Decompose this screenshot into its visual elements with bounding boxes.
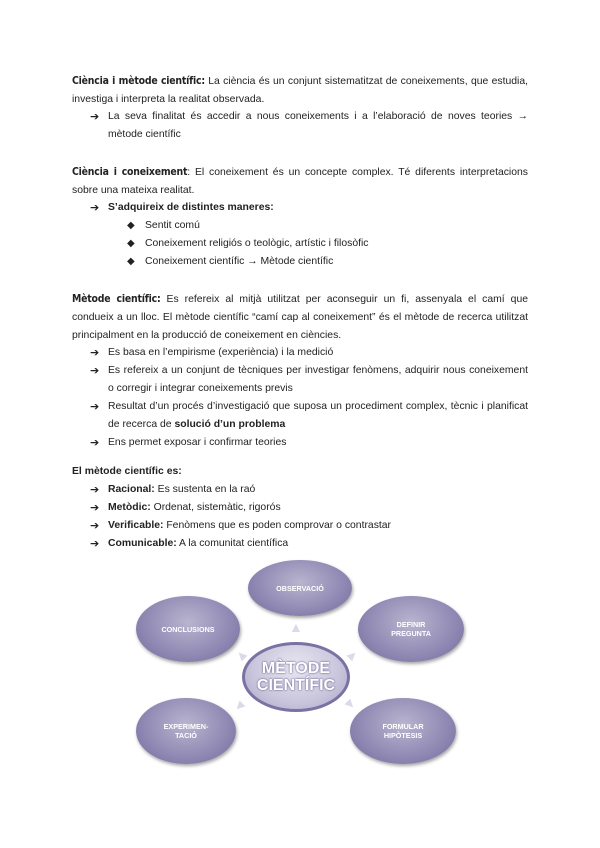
list-item: ➔ Comunicable: A la comunitat científica	[72, 535, 528, 553]
arrow-bullet-icon: ➔	[90, 111, 100, 123]
arrow-bullet-icon: ➔	[90, 484, 100, 496]
paragraph-ciencia-metode	[72, 72, 528, 109]
arrow-bullet-icon: ➔	[90, 401, 100, 413]
heading-metode-es: El mètode científic es:	[72, 466, 182, 477]
scientific-method-cycle-diagram	[130, 560, 470, 782]
arrow-down-right-icon: ▲	[340, 694, 362, 716]
arrow-bullet-icon: ➔	[90, 502, 100, 514]
list-item: ◆ Coneixement científic → Mètode científic	[127, 253, 527, 271]
node-definir-pregunta: DEFINIR PREGUNTA	[358, 596, 464, 662]
bullet-list-1	[72, 108, 528, 144]
list-item: ➔ S’adquireix de distintes maneres:	[72, 199, 528, 217]
list-item: ◆ Sentit comú	[127, 217, 527, 235]
list-item: ➔ Es refereix a un conjunt de tècniques per investigar fenòmens, adquirir nous coneixement o corregir i integrar coneixements previs	[72, 362, 528, 398]
list-item: ➔ Racional: Es sustenta en la raó	[72, 481, 528, 499]
arrow-up-right-icon: ▲	[342, 644, 364, 666]
arrow-up-left-icon: ▲	[230, 644, 252, 666]
arrow-bullet-icon: ➔	[90, 365, 100, 377]
list-item: ➔ Metòdic: Ordenat, sistemàtic, rigorós	[72, 499, 528, 517]
bullet-list-2	[72, 199, 528, 217]
bullet-list-3	[72, 344, 528, 452]
list-item: ➔ Resultat d’un procés d’investigació que suposa un procediment complex, tècnic i planificat de recerca de solució d’un problema	[72, 398, 528, 434]
arrow-bullet-icon: ➔	[90, 437, 100, 449]
node-observacio: OBSERVACIÓ	[248, 560, 352, 616]
node-experimentacio: EXPERIMEN- TACIÓ	[136, 698, 236, 764]
arrow-up-icon: ▲	[289, 619, 303, 635]
paragraph-metode-cientific	[72, 290, 528, 345]
list-item: ➔ La seva finalitat és accedir a nous coneixements i a l’elaboració de noves teories → mètode científic	[72, 108, 528, 144]
arrow-bullet-icon: ➔	[90, 520, 100, 532]
list-item: ➔ Es basa en l’empirisme (experiència) i la medició	[72, 344, 528, 362]
diamond-bullet-icon: ◆	[127, 256, 135, 267]
paragraph-ciencia-coneixement	[72, 163, 528, 200]
term-metode-cientific: Mètode científic:	[72, 293, 161, 305]
sub-bullet-list	[127, 217, 527, 271]
node-metode-cientific-center: MÈTODE CIENTÍFIC	[242, 642, 350, 712]
text-metode-cientific: Es refereix al mitjà utilitzat per aconseguir un fi, assenyala el camí que condueix a un lloc. El mètode científic “camí cap al coneixement” és el mètode de recerca utilitzat principalment en la producció de coneixement en ciències.	[72, 294, 528, 341]
list-item: ◆ Coneixement religiós o teològic, artístic i filosòfic	[127, 235, 527, 253]
diamond-bullet-icon: ◆	[127, 238, 135, 249]
node-formular-hipotesis: FORMULAR HIPÒTESIS	[350, 698, 456, 764]
text-ciencia-coneixement: : El coneixement és un concepte complex. Té diferents interpretacions sobre una mateixa realitat.	[72, 167, 528, 196]
list-item: ➔ Ens permet exposar i confirmar teories	[72, 434, 528, 452]
arrow-bullet-icon: ➔	[90, 538, 100, 550]
diamond-bullet-icon: ◆	[127, 220, 135, 231]
arrow-down-left-icon: ▲	[228, 696, 250, 718]
term-ciencia-coneixement: Ciència i coneixement	[72, 166, 188, 178]
bullet-list-4	[72, 481, 528, 553]
arrow-bullet-icon: ➔	[90, 347, 100, 359]
text-ciencia-metode: La ciència és un conjunt sistematitzat de coneixements, que estudia, investiga i interpreta la realitat observada.	[72, 76, 528, 105]
list-item: ➔ Verificable: Fenòmens que es poden comprovar o contrastar	[72, 517, 528, 535]
term-ciencia-metode: Ciència i mètode científic:	[72, 75, 205, 87]
arrow-bullet-icon: ➔	[90, 202, 100, 214]
node-conclusions: CONCLUSIONS	[136, 596, 240, 662]
